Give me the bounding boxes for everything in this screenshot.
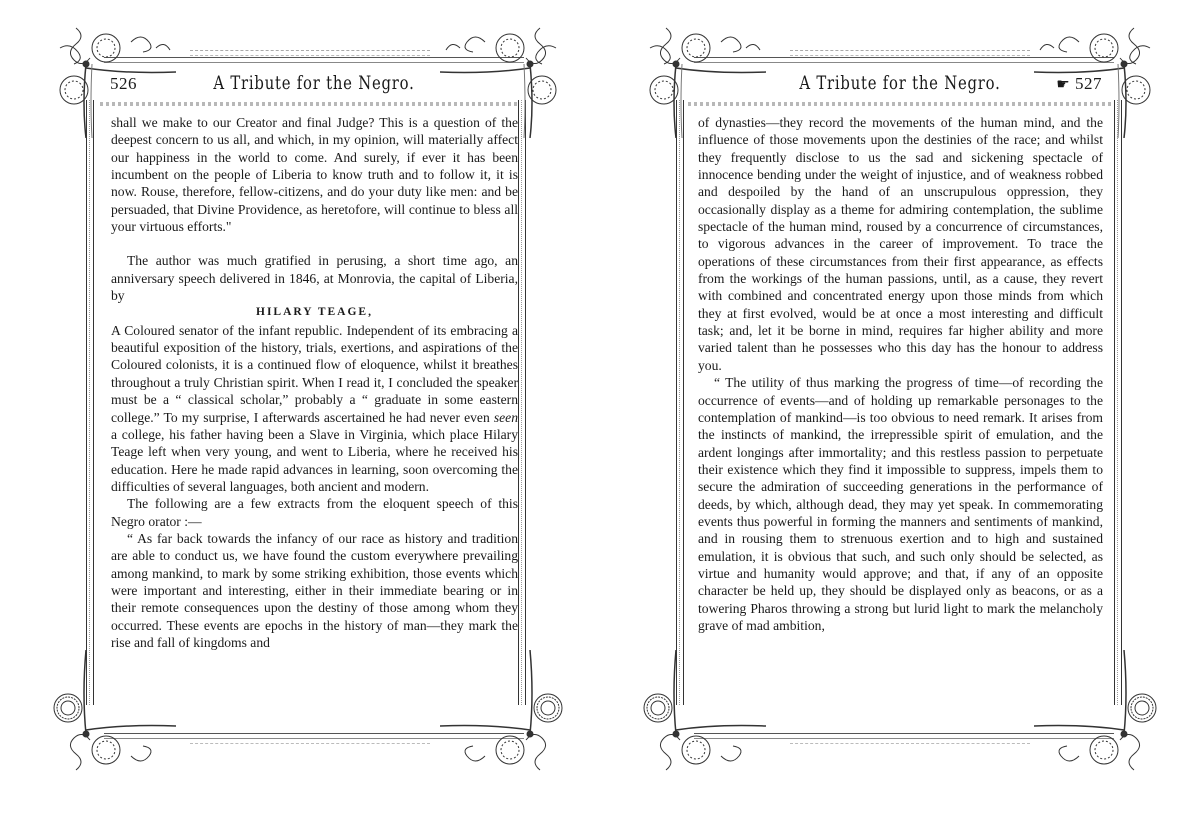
floral-corner-bottom-right-icon bbox=[430, 650, 570, 780]
running-head bbox=[698, 72, 1102, 96]
top-frame-border bbox=[190, 50, 430, 56]
page-number-group bbox=[1056, 74, 1102, 94]
paragraph: of dynasties—they record the movements of the human mind, and the influence of those movements upon the destinies of the race; and whilst they frequently disclose to us the sad and sickening spectacle of innocence bending under the weight of injustice, and of weakness robbed and despoiled by the hand of an unscrupulous oppression, they occasionally display as a theme for admiring contemplation, the sublime spectacle of the human mind, roused by a concurrence of circumstances, to vigorous advances in the career of improvement. To trace the operations of these circumstances from their first appearance, as effects from the workings of the human passions, until, as a cause, they revert with combined and concentrated energy upon those minds from which they at first evolved, would be at once a most interesting and difficult task; and, let it be borne in mind, requires far higher ability and more varied talent than he possesses who this day has the honour to address you. bbox=[698, 115, 1103, 373]
paragraph: “ The utility of thus marking the progress of time—of recording the occurrence of events—and of holding up remarkable personages to the contemplation of mankind—is too obvious to need remark. It arises from the instincts of mankind, the irrepressible spirit of emulation, and the ardent longings after immortality; and this restless passion to perpetuate their existence which they find it impossible to suppress, impels them to secure the admiration of succeeding generations in the performance of deeds, by which, although dead, they may yet speak. In commemorating events thus powerful in forming the manners and sentiments of mankind, and in rousing them to strenuous exertion and to high and sustained emulation, it is obvious that such, and such only should be selected, as virtue and humanity would approve; and that, if any of an opposite character be held up, they should be displayed only as beacons, or as a towering Pharos throwing a strong but lurid light to mark the melancholy grave of mad ambition, bbox=[698, 375, 1103, 633]
header-rule bbox=[688, 102, 1114, 106]
page-number: 527 bbox=[1075, 74, 1102, 93]
right-page-body bbox=[698, 114, 1103, 634]
left-frame-border bbox=[86, 100, 94, 705]
right-frame-border bbox=[1114, 100, 1122, 705]
floral-corner-bottom-left-icon bbox=[46, 650, 186, 780]
section-heading: HILARY TEAGE, bbox=[256, 306, 373, 319]
floral-corner-bottom-right-icon bbox=[1024, 650, 1164, 780]
floral-corner-bottom-left-icon bbox=[636, 650, 776, 780]
paragraph: The author was much gratified in perusing, a short time ago, an anniversary speech delivered in 1846, at Monrovia, the capital of Liberia, by bbox=[111, 253, 518, 304]
running-title: A Tribute for the Negro. bbox=[799, 72, 1001, 94]
running-head bbox=[110, 72, 518, 96]
right-page bbox=[600, 0, 1200, 816]
right-frame-border bbox=[518, 100, 526, 705]
paragraph: The following are a few extracts from the eloquent speech of this Negro orator :— bbox=[111, 496, 518, 529]
left-page-body bbox=[111, 114, 518, 651]
page-number: 526 bbox=[110, 74, 137, 93]
top-frame-border bbox=[790, 50, 1030, 56]
header-rule bbox=[100, 102, 518, 106]
pointing-hand-icon: ☛ bbox=[1056, 77, 1071, 93]
paragraph: A Coloured senator of the infant republic. Independent of its embracing a beautiful exposition of the history, trials, exertions, and aspirations of the Coloured colonists, it is a continued flow of eloquence, whilst it breathes throughout a truly Christian spirit. When I read it, I concluded the speaker must be a “ classical scholar,” probably a “ graduate in some eastern college.” To my surprise, I afterwards ascertained he had never even seen a college, his father having been a Slave in Virginia, which place Hilary Teage left when very young, and went to Liberia, where he received his education. Here he made rapid advances in learning, soon overcoming the difficulties of several languages, both ancient and modern. bbox=[111, 322, 518, 494]
emphasis: seen bbox=[493, 409, 518, 425]
paragraph: shall we make to our Creator and final Judge? This is a question of the deepest concern to us all, and which, in my opinion, will materially affect our happiness in the world to come. And surely, if ever it has been incumbent on the people of Liberia to know truth and to follow it, it is now. Rouse, therefore, fellow-citizens, and do your duty like men: and be persuaded, that Divine Providence, as heretofore, will continue to bless all your virtuous efforts." bbox=[111, 115, 518, 235]
paragraph: “ As far back towards the infancy of our race as history and tradition are able to conduct us, we have found the custom everywhere prevailing among mankind, to mark by some striking exhibition, those events which were important and interesting, either in their immediate bearing or in their remote consequences upon the destiny of those among whom they occurred. These events are epochs in the history of man—they mark the rise and fall of kingdoms and bbox=[111, 530, 518, 650]
left-frame-border bbox=[676, 100, 684, 705]
running-title: A Tribute for the Negro. bbox=[213, 72, 415, 94]
